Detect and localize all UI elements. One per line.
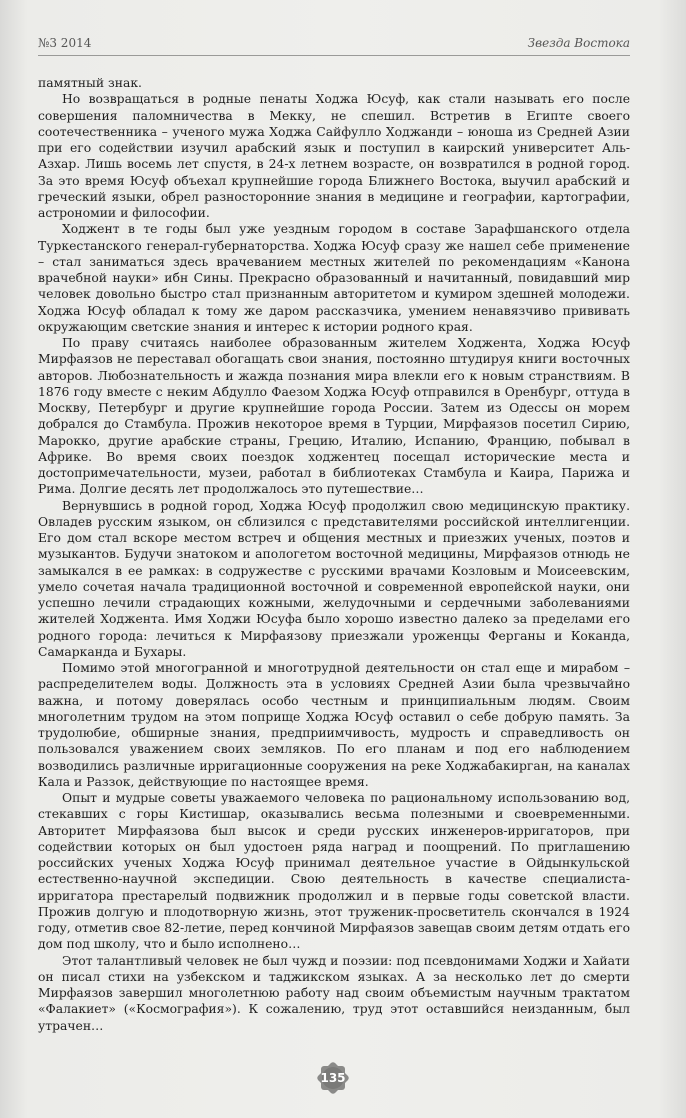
page-footer	[0, 1058, 686, 1098]
paragraph: Опыт и мудрые советы уважаемого человека по рациональному использованию вод, стекавших с горы Кистишар, оказывались весьма полезными и своевременными. Авторитет Мирфаязова был высок и среди русских инженеров-ирригаторов, при содействии которых он был удостоен ряда наград и поощрений. По приглашению российских ученых Ходжа Юсуф принимал деятельное участие в Ойдынкульской естественно-научной экспедиции. Свою деятельность в качестве специалиста-ирригатора престарелый подвижник продолжил и в первые годы советской власти. Прожив долгую и плодотворную жизнь, этот труженик-просветитель скончался в 1924 году, отметив свое 82-летие, перед кончиной Мирфаязов завещав своим детям отдать его дом под школу, что и было исполнено…	[38, 791, 630, 952]
paragraph: Вернувшись в родной город, Ходжа Юсуф продолжил свою медицинскую практику. Овладев русским языком, он сблизился с представителями российской интеллигенции. Его дом стал вскоре местом встреч и общения местных и приезжих ученых, поэтов и музыкантов. Будучи знатоком и апологетом восточной медицины, Мирфаязов отнюдь не замыкался в ее рамках: в содружестве с русскими врачами Козловым и Моисеевским, умело сочетая начала традиционной восточной и современной европейской науки, они успешно лечили страдающих кожными, желудочными и сердечными заболеваниями жителей Ходжента. Имя Ходжи Юсуфа было хорошо известно далеко за пределами его родного города: лечиться к Мирфаязову приезжали уроженцы Ферганы и Коканда, Самарканда и Бухары.	[38, 498, 630, 659]
article-body	[38, 75, 630, 1034]
page-number: 135	[320, 1071, 346, 1085]
header-divider	[38, 55, 630, 56]
issue-number: №3 2014	[38, 36, 92, 50]
page-number-badge	[313, 1058, 353, 1098]
paragraph: Ходжент в те годы был уже уездным городом в составе Зарафшанского отдела Туркестанского генерал-губернаторства. Ходжа Юсуф сразу же нашел себе применение – стал заниматься здесь врачеванием местных жителей по рекомендациям «Канона врачебной науки» ибн Сины. Прекрасно образованный и начитанный, повидавший мир человек довольно быстро стал признанным авторитетом и кумиром здешней молодежи. Ходжа Юсуф обладал к тому же даром рассказчика, умением ненавязчиво прививать окружающим светские знания и интерес к истории родного края.	[38, 222, 630, 334]
paragraph: По праву считаясь наиболее образованным жителем Ходжента, Ходжа Юсуф Мирфаязов не переставал обогащать свои знания, постоянно штудируя книги восточных авторов. Любознательность и жажда познания мира влекли его к новым странствиям. В 1876 году вместе с неким Абдулло Фаезом Ходжа Юсуф отправился в Оренбург, оттуда в Москву, Петербург и другие крупнейшие города России. Затем из Одессы он морем добрался до Стамбула. Прожив некоторое время в Турции, Мирфаязов посетил Сирию, Марокко, другие арабские страны, Грецию, Италию, Испанию, Францию, побывал в Африке. Во время своих поездок ходжентец посещал исторические места и достопримечательности, музеи, работал в библиотеках Стамбула и Каира, Парижа и Рима. Долгие десять лет продолжалось это путешествие…	[38, 336, 630, 497]
paragraph: Помимо этой многогранной и многотрудной деятельности он стал еще и мирабом – распределителем воды. Должность эта в условиях Средней Азии была чрезвычайно важна, и потому доверялась особо честным и принципиальным людям. Своим многолетним трудом на этом поприще Ходжа Юсуф оставил о себе добрую память. За трудолюбие, обширные знания, предприимчивость, мудрость и справедливость он пользовался уважением своих земляков. По его планам и под его наблюдением возводились различные ирригационные сооружения на реке Ходжабакирган, на каналах Кала и Раззок, действующие по настоящее время.	[38, 661, 630, 789]
paragraph: Но возвращаться в родные пенаты Ходжа Юсуф, как стали называть его после совершения паломничества в Мекку, не спешил. Встретив в Египте своего соотечественника – ученого мужа Ходжа Сайфулло Ходжанди – юноша из Средней Азии при его содействии изучил арабский язык и поступил в каирский университет Аль-Азхар. Лишь восемь лет спустя, в 24-х летнем возрасте, он возвратился в родной город. За это время Юсуф объехал крупнейшие города Ближнего Востока, выучил арабский и греческий языки, обрел разносторонние знания в медицине и географии, картографии, астрономии и философии.	[38, 92, 630, 220]
paragraph: памятный знак.	[38, 76, 142, 90]
running-header	[38, 34, 630, 56]
paragraph: Этот талантливый человек не был чужд и поэзии: под псевдонимами Ходжи и Хайати он писал стихи на узбекском и таджикском языках. А за несколько лет до смерти Мирфаязов завершил многолетнюю работу над своим объемистым научным трактатом «Фалакиет» («Космография»). К сожалению, труд этот оставшийся неизданным, был утрачен…	[38, 953, 630, 1033]
journal-title: Звезда Востока	[527, 36, 630, 50]
